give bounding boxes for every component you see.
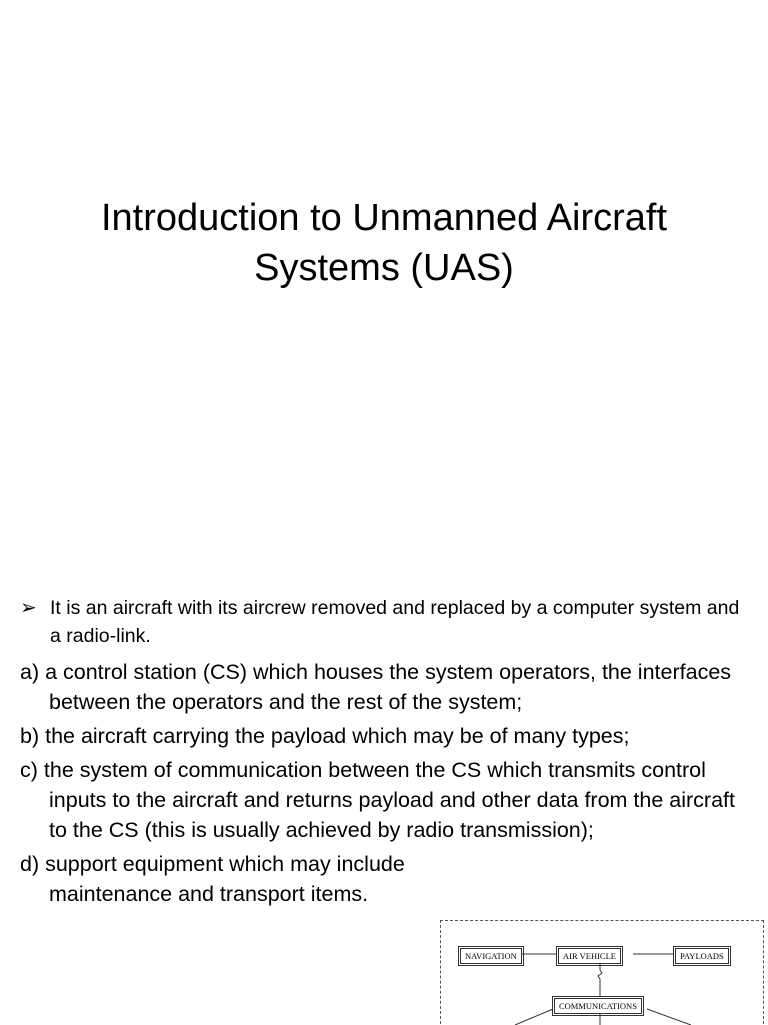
slide-body — [20, 594, 748, 913]
bullet-item — [20, 594, 748, 650]
title-line-2: Systems (UAS) — [254, 247, 514, 289]
list-item-d: d) support equipment which may include maintenance and transport items. — [20, 852, 405, 906]
list-item-a: a) a control station (CS) which houses the system operators, the interfaces between the operators and the rest of the system; — [20, 660, 732, 714]
payloads-box: PAYLOADS — [675, 948, 729, 964]
uas-diagram — [440, 920, 764, 1024]
communications-box: COMMUNICATIONS — [554, 998, 642, 1014]
slide-title — [40, 193, 728, 293]
title-line-1: Introduction to Unmanned Aircraft — [100, 197, 668, 239]
air-vehicle-box: AIR VEHICLE — [558, 948, 621, 964]
list-item-c: c) the system of communication between the CS which transmits control inputs to the aircraft and returns payload and other data from the aircraft to the CS (this is usually achieved by radio transmission); — [20, 758, 735, 842]
navigation-box: NAVIGATION — [460, 948, 522, 964]
bullet-text: It is an aircraft with its aircrew removed and replaced by a computer system and a radio-link. — [50, 597, 740, 647]
arrow-bullet-icon: ➢ — [20, 597, 37, 619]
list-item-b: b) the aircraft carrying the payload which may be of many types; — [20, 724, 630, 748]
